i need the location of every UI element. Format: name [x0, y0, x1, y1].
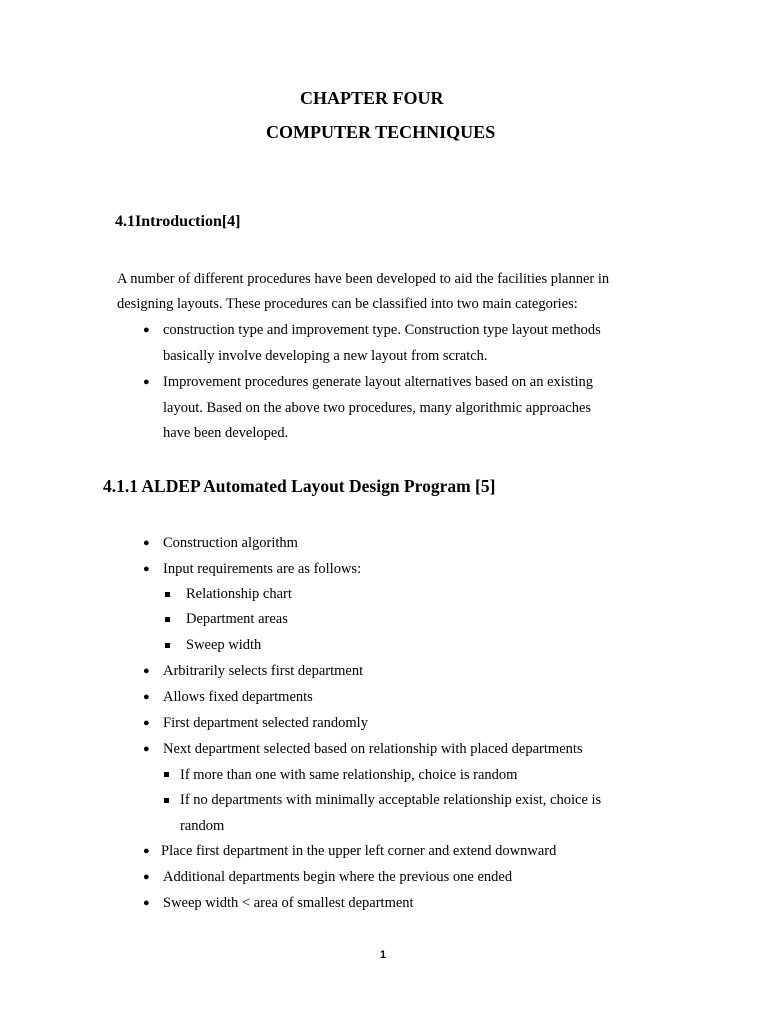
bullet-icon: ● [143, 691, 150, 703]
aldep-list-item: Input requirements are as follows: [163, 561, 362, 577]
section-heading-aldep: 4.1.1 ALDEP Automated Layout Design Program [5] [103, 476, 496, 496]
bullet-icon: ● [143, 376, 150, 388]
bullet-icon: ● [143, 563, 150, 575]
square-bullet-icon [164, 772, 169, 777]
bullet-icon: ● [143, 845, 150, 857]
aldep-list-item: Sweep width < area of smallest department [163, 895, 414, 911]
intro-paragraph-line: A number of different procedures have been developed to aid the facilities planner in [117, 271, 610, 287]
bullet-icon: ● [143, 665, 150, 677]
chapter-title: COMPUTER TECHNIQUES [266, 122, 496, 142]
aldep-list-item: Place first department in the upper left corner and extend downward [161, 843, 557, 859]
page-number: 1 [380, 949, 387, 961]
intro-bullet-line: basically involve developing a new layout from scratch. [163, 348, 488, 364]
aldep-sublist-item: If no departments with minimally acceptable relationship exist, choice is [180, 792, 602, 808]
square-bullet-icon [164, 798, 169, 803]
intro-paragraph-line: designing layouts. These procedures can be classified into two main categories: [117, 296, 578, 312]
intro-bullet-line: have been developed. [163, 425, 289, 441]
aldep-sublist-item-continuation: random [180, 818, 225, 834]
aldep-list-item: Arbitrarily selects first department [163, 663, 364, 679]
bullet-icon: ● [143, 897, 150, 909]
aldep-list-item: Additional departments begin where the previous one ended [163, 869, 513, 885]
bullet-icon: ● [143, 324, 150, 336]
square-bullet-icon [165, 617, 170, 622]
aldep-list-item: Allows fixed departments [163, 689, 313, 705]
square-bullet-icon [165, 643, 170, 648]
aldep-list-item: Construction algorithm [163, 535, 298, 551]
section-heading-introduction: 4.1Introduction[4] [115, 213, 241, 230]
aldep-list-item: First department selected randomly [163, 715, 368, 731]
square-bullet-icon [165, 592, 170, 597]
aldep-sublist-item: Department areas [186, 611, 288, 627]
bullet-icon: ● [143, 743, 150, 755]
bullet-icon: ● [143, 871, 150, 883]
aldep-sublist-item: Relationship chart [186, 586, 292, 602]
aldep-sublist-item: Sweep width [186, 637, 262, 653]
bullet-icon: ● [143, 717, 150, 729]
aldep-list-item: Next department selected based on relationship with placed departments [163, 741, 583, 757]
chapter-number: CHAPTER FOUR [300, 88, 444, 108]
aldep-sublist-item: If more than one with same relationship, choice is random [180, 767, 518, 783]
intro-bullet-line: Improvement procedures generate layout alternatives based on an existing [163, 374, 594, 390]
intro-bullet-line: layout. Based on the above two procedures, many algorithmic approaches [163, 400, 592, 416]
intro-bullet-line: construction type and improvement type. Construction type layout methods [163, 322, 601, 338]
bullet-icon: ● [143, 537, 150, 549]
